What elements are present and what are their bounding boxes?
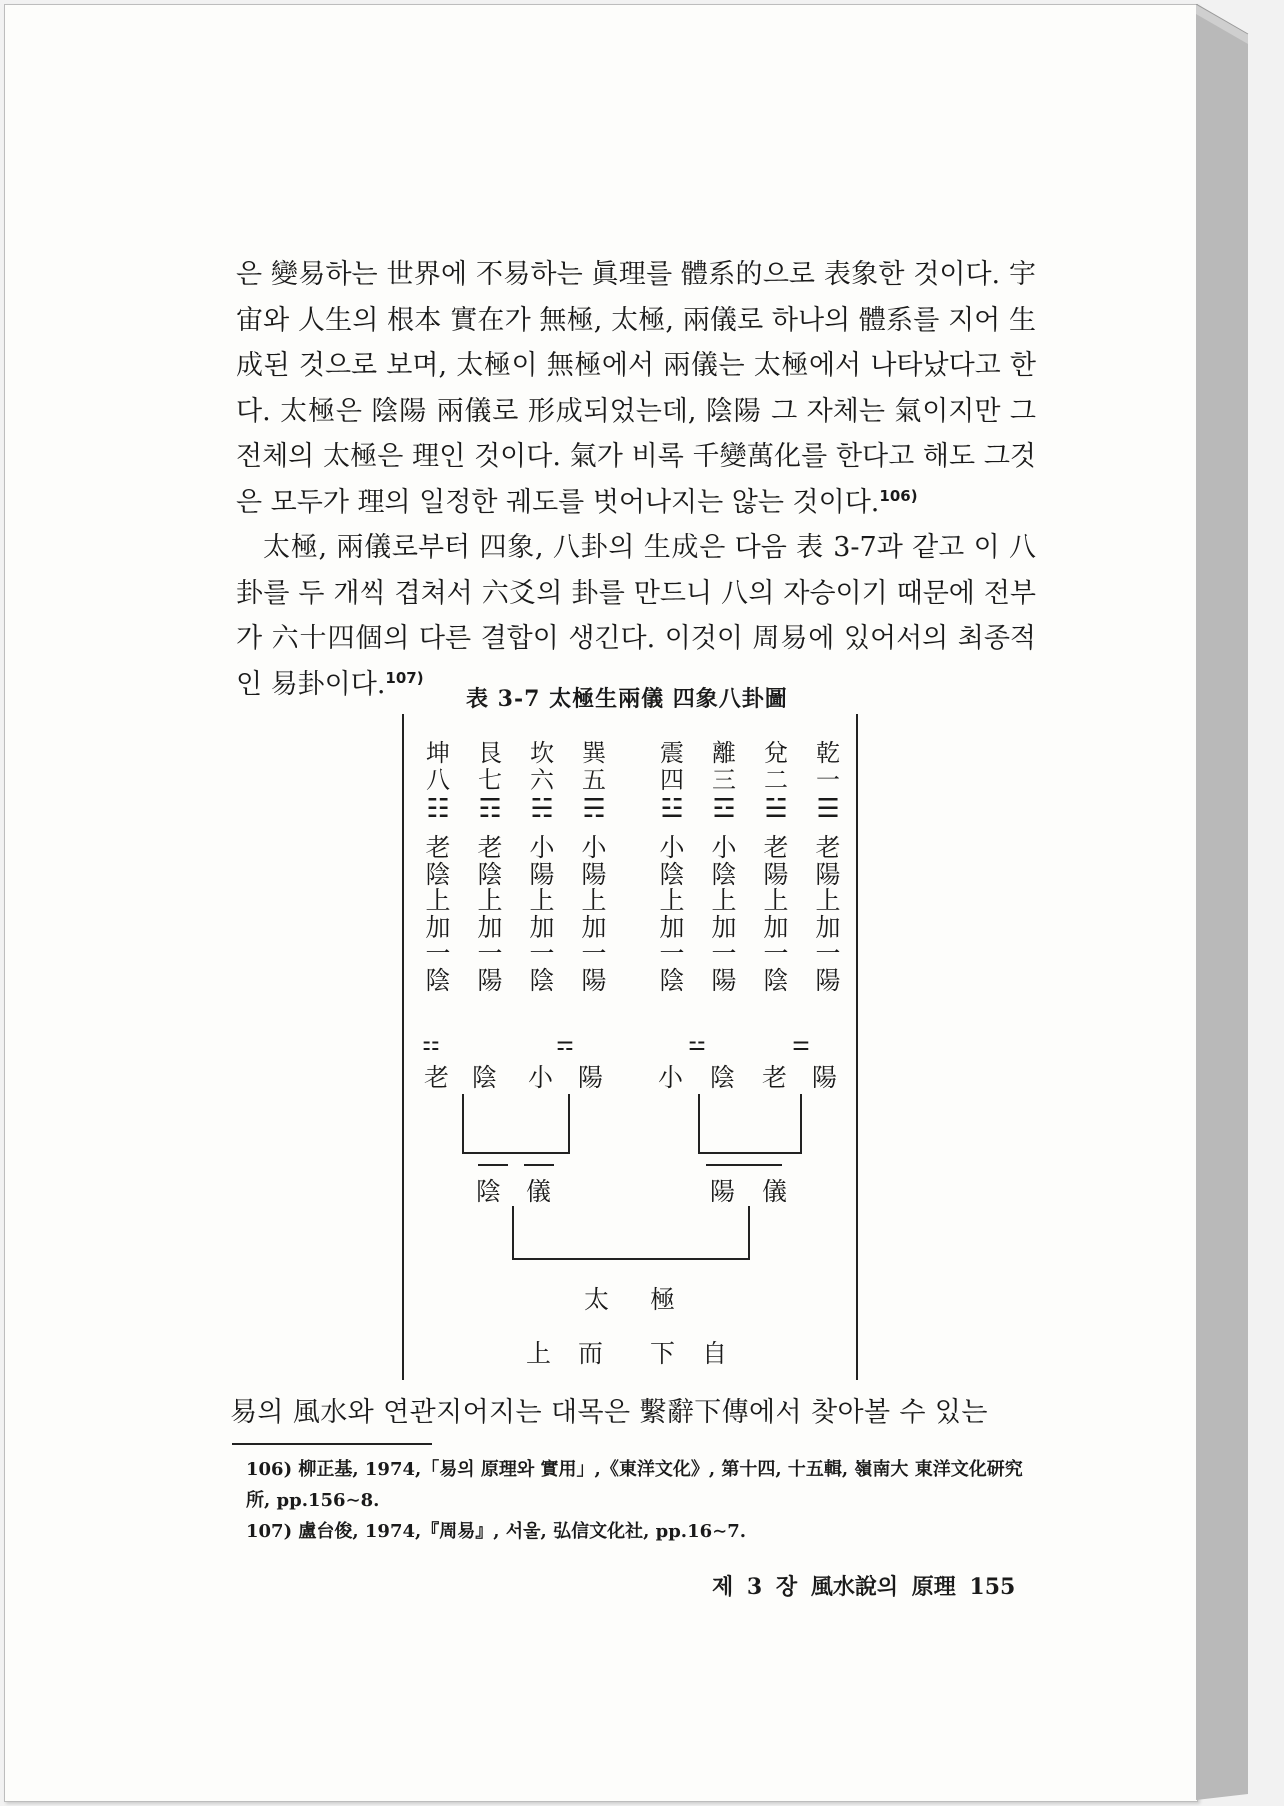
figure-right-rule (856, 714, 858, 1380)
derivation-char: 陰 (711, 859, 737, 889)
trigram-symbol: ☱ (764, 794, 788, 824)
yin-line-1 (478, 1164, 508, 1166)
taiji-char-1: 太 (584, 1285, 610, 1314)
derivation-char: 加 (815, 912, 841, 942)
trigram-name: 坎 (530, 739, 554, 767)
derivation-gen (472, 835, 508, 994)
derivation-char: 小 (529, 833, 555, 862)
trigram-number: 七 (478, 766, 502, 794)
young-yin-symbol: ⚍ (688, 1031, 706, 1055)
derivation-char: 一 (815, 939, 841, 968)
trigram-symbol: ☳ (660, 794, 684, 824)
table-caption: 表 3-7 太極生兩儀 四象八卦圖 (466, 686, 788, 712)
derivation-dui (758, 835, 794, 994)
derivation-char: 陽 (477, 965, 503, 995)
bracket-yang-pair (698, 1094, 802, 1154)
trigram-zhen (654, 740, 690, 824)
derivation-char: 老 (477, 833, 503, 862)
young-yin-char-1: 小 (658, 1063, 684, 1092)
derivation-char: 一 (711, 939, 737, 968)
young-yang-symbol: ⚎ (556, 1031, 574, 1055)
paragraph-1 (236, 252, 1036, 525)
derivation-kun (420, 835, 456, 994)
footnote-107: 107) 盧台俊, 1974,『周易』, 서울, 弘信文化社, pp.16∼7. (246, 1521, 746, 1542)
derivation-char: 陽 (581, 859, 607, 889)
derivation-char: 加 (477, 912, 503, 942)
bracket-yin-pair (462, 1094, 570, 1154)
trigram-xun (576, 740, 612, 824)
trigram-symbol: ☰ (816, 794, 840, 824)
derivation-xun (576, 835, 612, 994)
derivation-char: 陽 (529, 859, 555, 889)
derivation-char: 老 (815, 833, 841, 862)
derivation-qian (810, 835, 846, 994)
derivation-char: 加 (711, 912, 737, 942)
footnote-rule (232, 1443, 432, 1445)
trigram-gen (472, 740, 508, 824)
trigram-name: 艮 (478, 739, 502, 767)
yang-mode-char-1: 陽 (710, 1177, 736, 1206)
derivation-char: 加 (659, 912, 685, 942)
derivation-char: 老 (763, 833, 789, 862)
derivation-char: 陽 (581, 965, 607, 995)
page-stack-edge (1196, 4, 1270, 1800)
footnote-ref-107: 107) (385, 668, 424, 687)
trigram-number: 六 (530, 766, 554, 794)
derivation-char: 上 (763, 886, 789, 915)
young-yang-char-1: 小 (528, 1063, 554, 1092)
derivation-char: 陽 (711, 965, 737, 995)
footnotes (246, 1454, 1036, 1547)
yin-mode-char-1: 陰 (476, 1177, 502, 1206)
derivation-char: 小 (581, 833, 607, 862)
chapter-title: 風水說의 原理 (810, 1574, 956, 1600)
trigram-number: 三 (712, 766, 736, 794)
trigram-name: 乾 (816, 739, 840, 767)
old-yin-char-1: 老 (424, 1063, 450, 1092)
trigram-symbol: ☶ (478, 794, 502, 824)
paragraph-1-text: 은 變易하는 世界에 不易하는 眞理를 體系的으로 表象한 것이다. 宇宙와 人生의 根本 實在가 無極, 太極, 兩儀로 하나의 體系를 지어 生成된 것으로 보며, 太極이 無極에서 兩儀는 太極에서 나타났다고 한다. 太極은 陰陽 兩儀로 形成되었는데, 陰陽 그 자체는 氣이지만 그 전체의 太極은 理인 것이다. 氣가 비록 千變萬化를 한다고 해도 그것은 모두가 理의 일정한 궤도를 벗어나지는 않는 것이다. (236, 259, 1036, 518)
trigram-number: 五 (582, 766, 606, 794)
trigram-symbol: ☷ (426, 794, 450, 824)
trigram-number: 八 (426, 766, 450, 794)
reading-note-char-4: 自 (702, 1339, 728, 1368)
trigram-qian (810, 740, 846, 824)
derivation-char: 上 (659, 886, 685, 915)
trigram-name: 兌 (764, 739, 788, 767)
trigram-symbol: ☲ (712, 794, 736, 824)
trigram-number: 四 (660, 766, 684, 794)
derivation-char: 小 (711, 833, 737, 862)
trigram-name: 坤 (426, 739, 450, 767)
derivation-char: 陰 (425, 965, 451, 995)
paragraph-2 (236, 525, 1036, 707)
derivation-char: 一 (659, 939, 685, 968)
derivation-char: 陽 (815, 965, 841, 995)
derivation-char: 一 (425, 939, 451, 968)
derivation-char: 陰 (425, 859, 451, 889)
derivation-char: 上 (581, 886, 607, 915)
paragraph-2-text: 太極, 兩儀로부터 四象, 八卦의 生成은 다음 表 3-7과 같고 이 八卦를 두 개씩 겹쳐서 六爻의 卦를 만드니 八의 자승이기 때문에 전부가 六十四個의 다른 결합이 생긴다. 이것이 周易에 있어서의 최종적인 易卦이다. (236, 532, 1036, 700)
reading-note-char-1: 上 (526, 1339, 552, 1368)
reading-note-char-2: 而 (578, 1339, 604, 1368)
trigram-dui (758, 740, 794, 824)
derivation-char: 陽 (815, 859, 841, 889)
yin-mode-char-2: 儀 (526, 1177, 552, 1206)
figure-left-rule (402, 714, 404, 1380)
footnote-ref-106: 106) (879, 486, 918, 505)
yang-mode-char-2: 儀 (762, 1177, 788, 1206)
trigram-symbol: ☵ (530, 794, 554, 824)
trigram-number: 二 (764, 766, 788, 794)
young-yin-char-2: 陰 (710, 1063, 736, 1092)
young-yang-char-2: 陽 (578, 1063, 604, 1092)
derivation-char: 陰 (659, 859, 685, 889)
derivation-li (706, 835, 742, 994)
trigram-li (706, 740, 742, 824)
old-yang-char-2: 陽 (812, 1063, 838, 1092)
yin-line-2 (524, 1164, 554, 1166)
trigram-name: 震 (660, 739, 684, 767)
derivation-char: 一 (529, 939, 555, 968)
taiji-char-2: 極 (650, 1285, 676, 1314)
derivation-char: 上 (711, 886, 737, 915)
derivation-char: 加 (763, 912, 789, 942)
yang-line (706, 1164, 782, 1166)
trigram-kun (420, 740, 456, 824)
trigram-symbol: ☴ (582, 794, 606, 824)
derivation-char: 老 (425, 833, 451, 862)
derivation-char: 一 (763, 939, 789, 968)
derivation-char: 上 (425, 886, 451, 915)
derivation-char: 加 (425, 912, 451, 942)
trigram-number: 一 (816, 766, 840, 794)
derivation-char: 陰 (763, 965, 789, 995)
derivation-char: 上 (529, 886, 555, 915)
continuing-text: 易의 風水와 연관지어지는 대목은 繫辭下傳에서 찾아볼 수 있는 (230, 1397, 988, 1428)
reading-note-char-3: 下 (650, 1339, 676, 1368)
derivation-char: 陽 (763, 859, 789, 889)
old-yin-symbol: ⚏ (422, 1031, 440, 1055)
trigram-name: 離 (712, 739, 736, 767)
derivation-char: 一 (581, 939, 607, 968)
derivation-char: 一 (477, 939, 503, 968)
derivation-char: 陰 (529, 965, 555, 995)
derivation-char: 加 (529, 912, 555, 942)
derivation-char: 陰 (477, 859, 503, 889)
old-yin-char-2: 陰 (472, 1063, 498, 1092)
derivation-char: 加 (581, 912, 607, 942)
old-yang-char-1: 老 (762, 1063, 788, 1092)
trigram-name: 巽 (582, 739, 606, 767)
chapter-label: 제 3 장 (712, 1574, 798, 1600)
footnote-106: 106) 柳正基, 1974,「易의 原理와 實用」,《東洋文化》, 第十四, 十五輯, 嶺南大 東洋文化研究所, pp.156∼8. (246, 1459, 1023, 1511)
derivation-char: 上 (477, 886, 503, 915)
running-footer (712, 1570, 1015, 1601)
page-number: 155 (969, 1574, 1016, 1600)
old-yang-symbol: ⚌ (792, 1031, 810, 1055)
bagua-diagram (400, 710, 860, 1380)
bracket-two-modes (512, 1206, 750, 1260)
trigram-kan (524, 740, 560, 824)
derivation-char: 陰 (659, 965, 685, 995)
body-text (236, 252, 1036, 707)
derivation-kan (524, 835, 560, 994)
derivation-zhen (654, 835, 690, 994)
derivation-char: 上 (815, 886, 841, 915)
derivation-char: 小 (659, 833, 685, 862)
